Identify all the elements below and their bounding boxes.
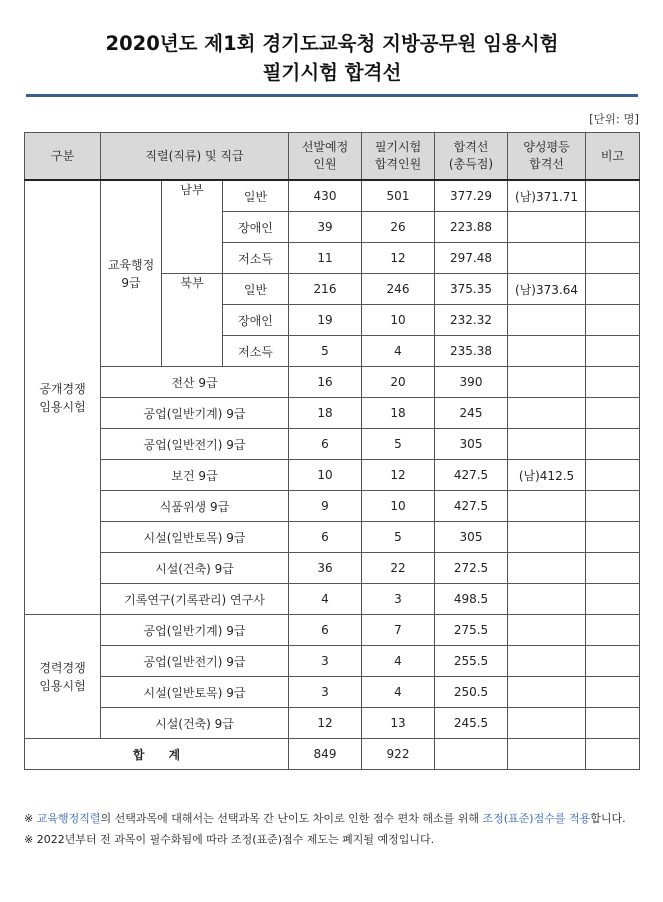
cell-cutoff: 235.38 — [435, 336, 508, 367]
cell-planned: 430 — [289, 180, 362, 212]
cell-passed: 13 — [362, 708, 435, 739]
cell-planned: 16 — [289, 367, 362, 398]
cell-planned: 36 — [289, 553, 362, 584]
cell-gender — [508, 553, 586, 584]
header-passed: 필기시험 합격인원 — [362, 133, 435, 181]
title-line-2: 필기시험 합격선 — [262, 61, 402, 84]
cell-gender — [508, 522, 586, 553]
cell-passed: 5 — [362, 429, 435, 460]
cell-planned: 3 — [289, 677, 362, 708]
footnotes — [24, 808, 639, 850]
row-label: 일반 — [223, 274, 289, 305]
cell-gender — [508, 305, 586, 336]
row-label: 보건 9급 — [101, 460, 289, 491]
cell-cutoff: 305 — [435, 522, 508, 553]
cell-cutoff: 245 — [435, 398, 508, 429]
note-mark: ※ — [24, 833, 34, 846]
row-label: 시설(건축) 9급 — [101, 708, 289, 739]
total-passed: 922 — [362, 739, 435, 770]
cell-cutoff: 245.5 — [435, 708, 508, 739]
row-label: 장애인 — [223, 305, 289, 336]
cell-cutoff: 498.5 — [435, 584, 508, 615]
cell-cutoff: 390 — [435, 367, 508, 398]
cell-planned: 3 — [289, 646, 362, 677]
cell-remarks — [586, 708, 640, 739]
cell-planned: 4 — [289, 584, 362, 615]
cell-remarks — [586, 180, 640, 212]
cell-planned: 6 — [289, 429, 362, 460]
row-label: 시설(일반토목) 9급 — [101, 522, 289, 553]
table-row — [25, 367, 640, 398]
cell-remarks — [586, 646, 640, 677]
row-label: 공업(일반기계) 9급 — [101, 615, 289, 646]
note-mark: ※ — [24, 812, 34, 825]
cell-cutoff: 305 — [435, 429, 508, 460]
cell-remarks — [586, 429, 640, 460]
cell-gender — [508, 491, 586, 522]
header-planned: 선발예정 인원 — [289, 133, 362, 181]
cell-passed: 10 — [362, 305, 435, 336]
region-north: 북부 — [162, 274, 223, 367]
cell-passed: 20 — [362, 367, 435, 398]
cell-planned: 19 — [289, 305, 362, 336]
cell-planned: 39 — [289, 212, 362, 243]
cell-remarks — [586, 336, 640, 367]
cell-planned: 9 — [289, 491, 362, 522]
cell-gender — [508, 212, 586, 243]
cell-remarks — [586, 460, 640, 491]
cell-remarks — [586, 522, 640, 553]
cell-cutoff: 297.48 — [435, 243, 508, 274]
title-line-1: 2020년도 제1회 경기도교육청 지방공무원 임용시험 — [105, 32, 559, 55]
cell-planned: 5 — [289, 336, 362, 367]
table-row — [25, 398, 640, 429]
cell-cutoff: 427.5 — [435, 460, 508, 491]
group-open: 공개경쟁 임용시험 — [25, 180, 101, 615]
cell-passed: 12 — [362, 460, 435, 491]
header-position: 직렬(직류) 및 직급 — [101, 133, 289, 181]
cell-cutoff: 250.5 — [435, 677, 508, 708]
cell-remarks — [586, 274, 640, 305]
cell-planned: 12 — [289, 708, 362, 739]
cell-cutoff: 275.5 — [435, 615, 508, 646]
cell-remarks — [586, 305, 640, 336]
cell-cutoff: 377.29 — [435, 180, 508, 212]
results-table — [24, 132, 640, 770]
cell-gender — [508, 646, 586, 677]
cell-gender — [508, 243, 586, 274]
cell-planned: 11 — [289, 243, 362, 274]
row-label: 공업(일반전기) 9급 — [101, 429, 289, 460]
cell-cutoff: 255.5 — [435, 646, 508, 677]
cell-remarks — [586, 677, 640, 708]
cell-gender — [508, 429, 586, 460]
cell-gender — [508, 336, 586, 367]
footnote-2: ※ 2022년부터 전 과목이 필수화됨에 따라 조정(표준)점수 제도는 폐지될 예정입니다. — [24, 833, 435, 846]
cell-gender — [508, 398, 586, 429]
cell-passed: 12 — [362, 243, 435, 274]
cell-gender — [508, 367, 586, 398]
header-cutoff: 합격선 (총득점) — [435, 133, 508, 181]
cell-gender: (남)373.64 — [508, 274, 586, 305]
region-south: 남부 — [162, 180, 223, 274]
row-label: 공업(일반기계) 9급 — [101, 398, 289, 429]
cell-passed: 3 — [362, 584, 435, 615]
row-label: 공업(일반전기) 9급 — [101, 646, 289, 677]
header-row — [25, 133, 640, 181]
total-label: 합계 — [25, 739, 289, 770]
cell-cutoff: 232.32 — [435, 305, 508, 336]
cell-gender — [508, 677, 586, 708]
cell-passed: 7 — [362, 615, 435, 646]
row-label: 장애인 — [223, 212, 289, 243]
table-row — [25, 553, 640, 584]
cell-gender — [508, 708, 586, 739]
row-label: 일반 — [223, 180, 289, 212]
table-row — [25, 180, 640, 212]
cell-remarks — [586, 398, 640, 429]
cell-gender: (남)371.71 — [508, 180, 586, 212]
row-label: 시설(일반토목) 9급 — [101, 677, 289, 708]
row-label: 시설(건축) 9급 — [101, 553, 289, 584]
cell-remarks — [586, 584, 640, 615]
cell-passed: 26 — [362, 212, 435, 243]
cell-planned: 6 — [289, 615, 362, 646]
cell-passed: 4 — [362, 336, 435, 367]
group-edu-admin: 교육행정 9급 — [101, 180, 162, 367]
table-row — [25, 491, 640, 522]
note-highlight: 조정(표준)점수를 적용 — [482, 812, 591, 825]
cell-gender — [508, 615, 586, 646]
title-box — [26, 20, 638, 97]
cell-cutoff: 375.35 — [435, 274, 508, 305]
header-remarks: 비고 — [586, 133, 640, 181]
row-label: 식품위생 9급 — [101, 491, 289, 522]
row-label: 기록연구(기록관리) 연구사 — [101, 584, 289, 615]
cell-gender — [508, 584, 586, 615]
table-row — [25, 522, 640, 553]
note-highlight: 교육행정직렬 — [36, 812, 101, 825]
cell-passed: 4 — [362, 677, 435, 708]
cell-remarks — [586, 367, 640, 398]
row-label: 저소득 — [223, 243, 289, 274]
footnote-1: ※ 교육행정직렬의 선택과목에 대해서는 선택과목 간 난이도 차이로 인한 점수 편차 해소를 위해 조정(표준)점수를 적용합니다. — [24, 812, 626, 825]
total-cutoff — [435, 739, 508, 770]
cell-remarks — [586, 615, 640, 646]
cell-passed: 10 — [362, 491, 435, 522]
cell-planned: 10 — [289, 460, 362, 491]
cell-passed: 4 — [362, 646, 435, 677]
table-row — [25, 677, 640, 708]
cell-remarks — [586, 212, 640, 243]
table-row — [25, 460, 640, 491]
row-label: 전산 9급 — [101, 367, 289, 398]
cell-planned: 18 — [289, 398, 362, 429]
unit-label: [단위: 명] — [589, 112, 639, 126]
cell-planned: 6 — [289, 522, 362, 553]
table-row — [25, 615, 640, 646]
cell-passed: 22 — [362, 553, 435, 584]
cell-cutoff: 427.5 — [435, 491, 508, 522]
table-row — [25, 429, 640, 460]
total-remarks — [586, 739, 640, 770]
header-category: 구분 — [25, 133, 101, 181]
cell-passed: 18 — [362, 398, 435, 429]
cell-gender: (남)412.5 — [508, 460, 586, 491]
header-gender: 양성평등 합격선 — [508, 133, 586, 181]
table-row — [25, 584, 640, 615]
cell-remarks — [586, 243, 640, 274]
group-career: 경력경쟁 임용시험 — [25, 615, 101, 739]
cell-passed: 501 — [362, 180, 435, 212]
table-row — [25, 708, 640, 739]
cell-passed: 246 — [362, 274, 435, 305]
row-label: 저소득 — [223, 336, 289, 367]
cell-remarks — [586, 491, 640, 522]
total-row — [25, 739, 640, 770]
total-planned: 849 — [289, 739, 362, 770]
total-gender — [508, 739, 586, 770]
cell-planned: 216 — [289, 274, 362, 305]
cell-cutoff: 272.5 — [435, 553, 508, 584]
cell-remarks — [586, 553, 640, 584]
table-row — [25, 646, 640, 677]
cell-passed: 5 — [362, 522, 435, 553]
cell-cutoff: 223.88 — [435, 212, 508, 243]
page-title — [26, 20, 638, 87]
